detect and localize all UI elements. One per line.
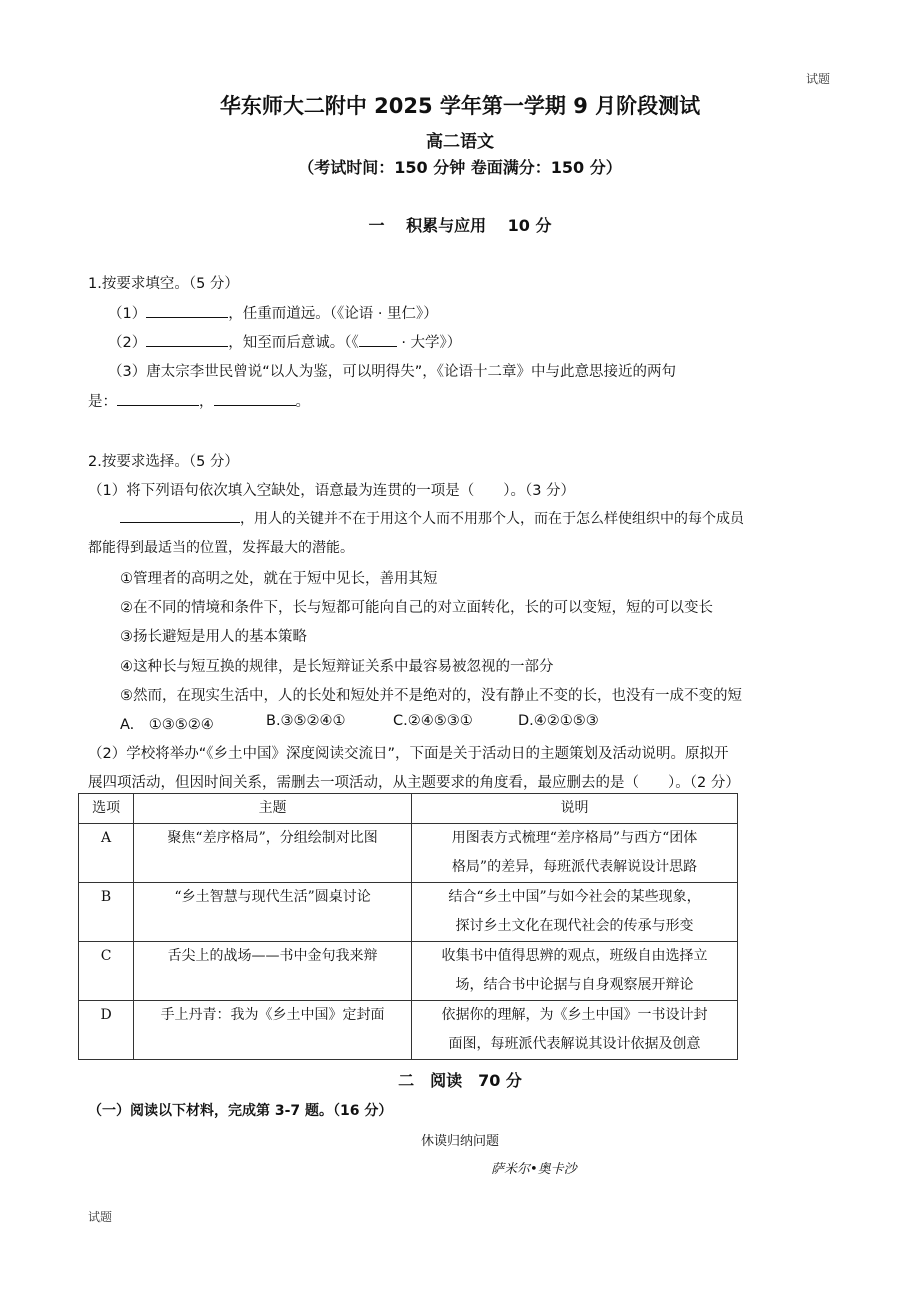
table-header-theme: 主题 bbox=[134, 794, 412, 824]
answer-blank[interactable] bbox=[117, 391, 199, 406]
row-theme: 聚焦“差序格局”，分组绘制对比图 bbox=[134, 824, 412, 883]
q1-item-3-line1: （3）唐太宗李世民曾说“以人为鉴，可以明得失”，《论语十二章》中与此意思接近的两句 bbox=[108, 364, 676, 380]
q1-stem: 1.按要求填空。（5 分） bbox=[88, 276, 239, 292]
q2-passage-line1 bbox=[120, 508, 744, 528]
article-author: 萨米尔•奥卡沙 bbox=[491, 1162, 577, 1177]
row-desc-line2: 场，结合书中论据与自身观察展开辩论 bbox=[455, 977, 694, 993]
row-theme: 舌尖上的战场——书中金句我来辩 bbox=[134, 942, 412, 1001]
row-option: B bbox=[79, 883, 134, 942]
table-row bbox=[79, 824, 738, 883]
q2-part2-line1: （2）学校将举办“《乡土中国》深度阅读交流日”，下面是关于活动日的主题策划及活动说明。原拟开 bbox=[88, 746, 729, 762]
section2-title: 二 阅读 70 分 bbox=[398, 1071, 522, 1090]
row-desc bbox=[411, 1001, 737, 1060]
q2-passage-line2: 都能得到最适当的位置，发挥最大的潜能。 bbox=[88, 540, 354, 556]
q1-item-2 bbox=[108, 331, 461, 352]
row-desc-line1: 用图表方式梳理“差序格局”与西方“团体 bbox=[451, 830, 698, 846]
sentence-item: ②在不同的情境和条件下，长与短都可能向自己的对立面转化，长的可以变短，短的可以变长 bbox=[120, 600, 713, 616]
table-row bbox=[79, 883, 738, 942]
sentence-item: ④这种长与短互换的规律，是长短辩证关系中最容易被忽视的一部分 bbox=[120, 659, 554, 675]
table-header-desc: 说明 bbox=[411, 794, 737, 824]
table-row bbox=[79, 942, 738, 1001]
row-desc-line1: 结合“乡土中国”与如今社会的某些现象， bbox=[448, 889, 701, 905]
q1-item-1-prefix: （1） bbox=[108, 306, 147, 322]
sentence-item: ③扬长避短是用人的基本策略 bbox=[120, 629, 307, 645]
q2-part2-line2: 展四项活动，但因时间关系，需删去一项活动，从主题要求的角度看，最应删去的是（ ）。（2 分） bbox=[88, 775, 740, 791]
answer-blank[interactable] bbox=[146, 303, 228, 318]
activity-table bbox=[78, 793, 738, 1060]
row-desc bbox=[411, 942, 737, 1001]
table-header-row bbox=[79, 794, 738, 824]
row-option: C bbox=[79, 942, 134, 1001]
q2-stem: 2.按要求选择。（5 分） bbox=[88, 454, 239, 470]
option-d[interactable]: D.④②①⑤③ bbox=[518, 713, 599, 729]
sentence-item: ⑤然而，在现实生活中，人的长处和短处并不是绝对的，没有静止不变的长，也没有一成不变的短 bbox=[120, 688, 742, 704]
row-desc-line2: 格局”的差异，每班派代表解说设计思路 bbox=[451, 859, 698, 875]
row-desc-line2: 面图，每班派代表解说其设计依据及创意 bbox=[448, 1036, 701, 1052]
section1-title: 一 积累与应用 10 分 bbox=[368, 216, 552, 235]
row-option: D bbox=[79, 1001, 134, 1060]
article-title: 休谟归纳问题 bbox=[420, 1134, 499, 1149]
q1-item-3-end: 。 bbox=[295, 394, 310, 410]
row-desc-line2: 探讨乡土文化在现代社会的传承与形变 bbox=[455, 918, 694, 934]
q2-part1-stem: （1）将下列语句依次填入空缺处，语意最为连贯的一项是（ ）。（3 分） bbox=[88, 483, 576, 499]
row-desc bbox=[411, 883, 737, 942]
row-theme: “乡土智慧与现代生活”圆桌讨论 bbox=[134, 883, 412, 942]
row-option: A bbox=[79, 824, 134, 883]
exam-title: 华东师大二附中 2025 学年第一学期 9 月阶段测试 bbox=[219, 94, 701, 118]
exam-subject: 高二语文 bbox=[426, 132, 494, 152]
q1-item-2-suffix2: · 大学》） bbox=[396, 335, 462, 351]
answer-blank[interactable] bbox=[214, 391, 296, 406]
header-label: 试题 bbox=[806, 72, 831, 86]
q1-item-1-suffix: ，任重而道远。（《论语 · 里仁》） bbox=[228, 306, 438, 322]
answer-blank[interactable] bbox=[120, 508, 240, 523]
section2-part1-stem: （一）阅读以下材料，完成第 3-7 题。（16 分） bbox=[88, 1103, 393, 1119]
footer-label: 试题 bbox=[88, 1210, 113, 1224]
answer-blank[interactable] bbox=[146, 332, 228, 347]
row-theme: 手上丹青：我为《乡土中国》定封面 bbox=[134, 1001, 412, 1060]
q1-item-3-line2 bbox=[88, 390, 310, 411]
option-a[interactable]: A. ①③⑤②④ bbox=[120, 717, 214, 733]
option-b[interactable]: B.③⑤②④① bbox=[266, 713, 346, 729]
exam-info: （考试时间：150 分钟 卷面满分：150 分） bbox=[298, 158, 622, 177]
table-row bbox=[79, 1001, 738, 1060]
row-desc bbox=[411, 824, 737, 883]
q1-item-3-sep: ， bbox=[199, 394, 214, 410]
q1-item-3-prefix: 是： bbox=[88, 394, 117, 410]
q1-item-2-prefix: （2） bbox=[108, 335, 147, 351]
row-desc-line1: 收集书中值得思辨的观点，班级自由选择立 bbox=[441, 948, 708, 964]
q2-passage-line1-text: ，用人的关键并不在于用这个人而不用那个人，而在于怎么样使组织中的每个成员 bbox=[240, 511, 744, 527]
table-header-option: 选项 bbox=[79, 794, 134, 824]
option-c[interactable]: C.②④⑤③① bbox=[393, 713, 473, 729]
q1-item-2-suffix: ，知至而后意诚。（《 bbox=[228, 335, 359, 351]
answer-blank[interactable] bbox=[359, 332, 397, 347]
row-desc-line1: 依据你的理解，为《乡土中国》一书设计封 bbox=[441, 1007, 708, 1023]
sentence-item: ①管理者的高明之处，就在于短中见长，善用其短 bbox=[120, 571, 438, 587]
q1-item-1 bbox=[108, 302, 438, 323]
